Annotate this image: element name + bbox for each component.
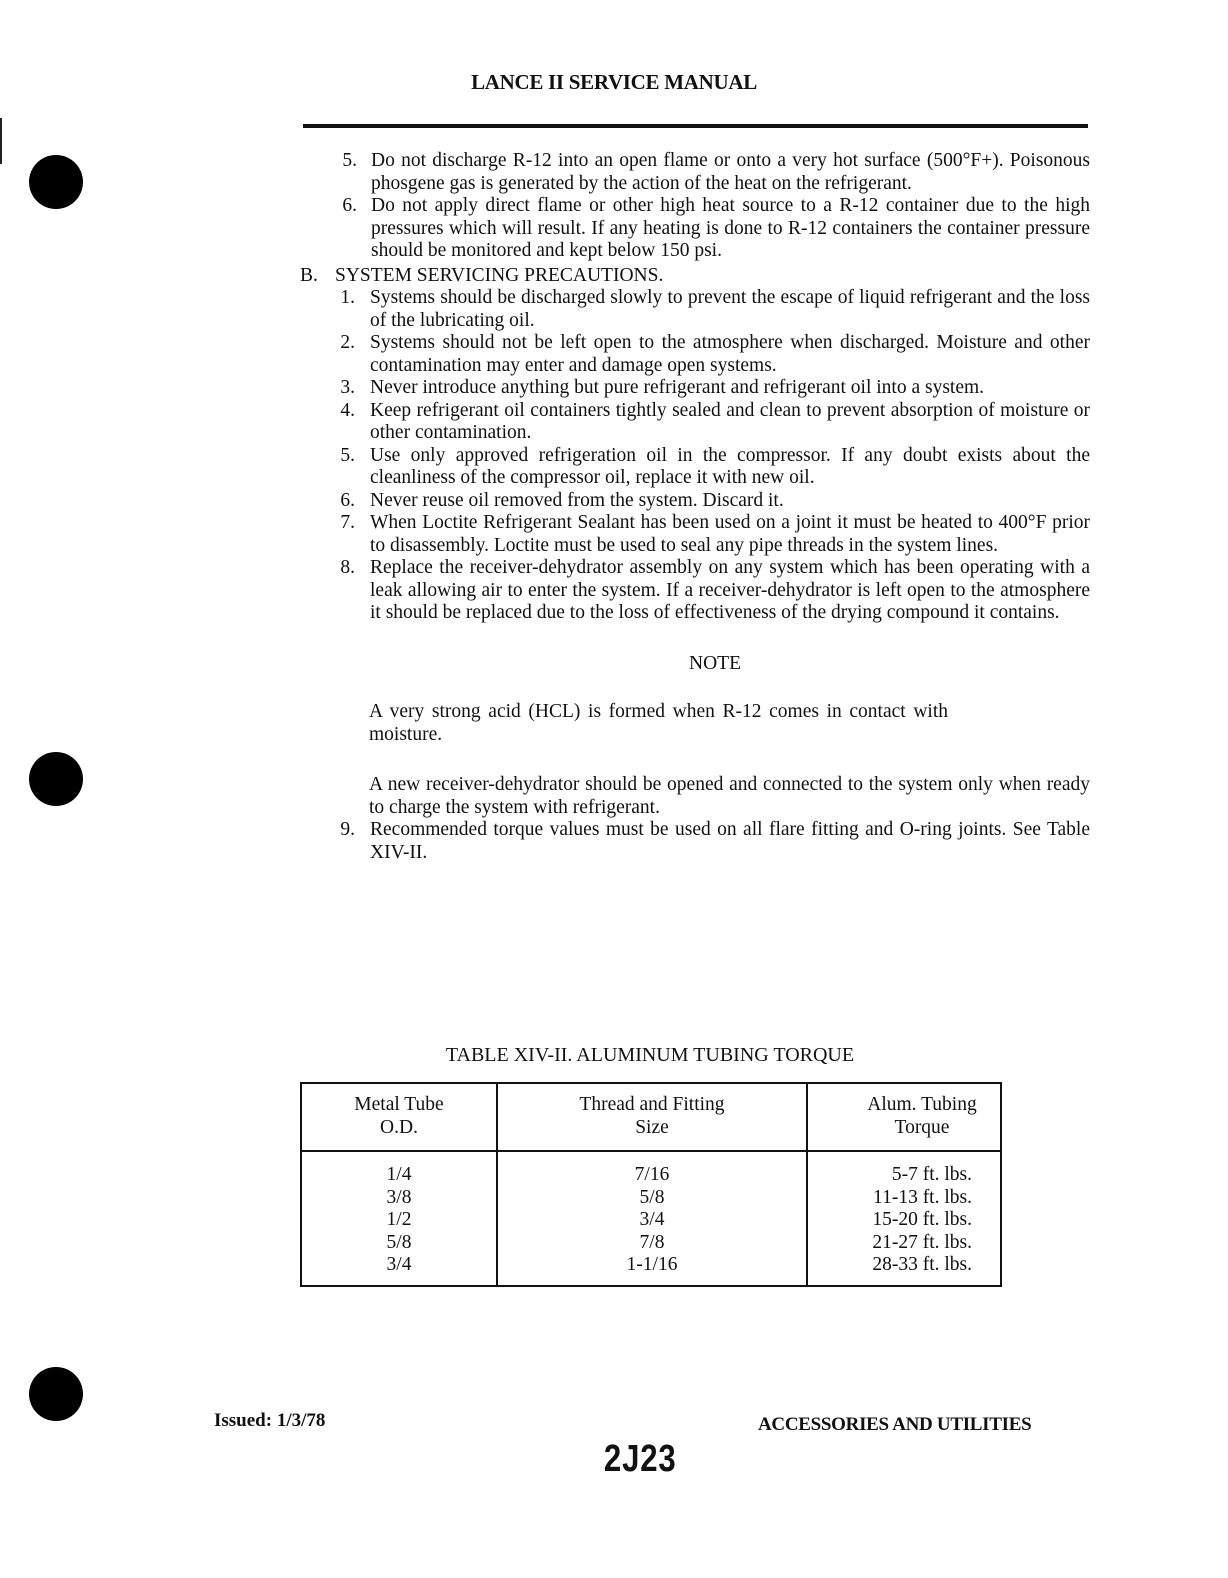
table-cell: 7/16: [634, 1164, 670, 1185]
item-number: 9.: [340, 819, 355, 840]
table-cell: 5/8: [639, 1186, 665, 1208]
list-item: [300, 150, 1090, 195]
binder-hole-bottom: [29, 1367, 83, 1421]
table-cell: 1-1/16: [626, 1254, 678, 1275]
table-cell: 5/8: [386, 1231, 412, 1253]
item-number: 6.: [340, 489, 355, 511]
body-text: [300, 150, 1090, 864]
header-line: O.D.: [380, 1116, 418, 1138]
list-item: [300, 445, 1090, 490]
list-item: [300, 287, 1090, 332]
list-item: [300, 195, 1090, 263]
header-line: Alum. Tubing: [867, 1094, 977, 1115]
binder-hole-middle: [29, 752, 83, 806]
table-cell: 1/4: [386, 1164, 412, 1185]
item-number: 7.: [340, 512, 355, 533]
column-header: [497, 1083, 807, 1151]
section-title: SYSTEM SERVICING PRECAUTIONS.: [335, 264, 664, 286]
note-heading: NOTE: [689, 652, 741, 674]
header-line: Size: [635, 1116, 669, 1138]
table-title: TABLE XIV-II. ALUMINUM TUBING TORQUE: [445, 1044, 855, 1066]
table-header-row: [301, 1083, 1001, 1151]
item-text: Never introduce anything but pure refrigerant and refrigerant oil into a system.: [370, 377, 985, 398]
binder-hole-top: [29, 155, 83, 209]
torque-column: [807, 1151, 1001, 1286]
item-number: 4.: [340, 399, 355, 421]
table-cell: 5-7 ft. lbs.: [891, 1164, 972, 1185]
item-text: Recommended torque values must be used on all flare fitting and O-ring joints. See Table XIV-II.: [370, 819, 1090, 863]
header-line: Metal Tube: [354, 1094, 444, 1115]
list-item: [300, 819, 1090, 864]
list-item: [300, 512, 1090, 557]
list-item: [300, 332, 1090, 377]
table-cell: 3/4: [639, 1209, 665, 1230]
item-number: 5.: [340, 444, 355, 466]
page-code: 2J23: [603, 1438, 677, 1480]
note-paragraph: A new receiver-dehydrator should be opened and connected to the system only when ready to charge the system with refrigerant.: [369, 774, 1090, 818]
section-letter: B.: [300, 264, 318, 286]
item-text: Keep refrigerant oil containers tightly sealed and clean to prevent absorption of moisture or other contamination.: [370, 399, 1090, 443]
item-text: Systems should not be left open to the atmosphere when discharged. Moisture and other contamination may enter and damage open systems.: [370, 332, 1090, 376]
header-rule: [303, 124, 1088, 128]
column-header: [301, 1083, 497, 1151]
od-column: [301, 1151, 497, 1286]
item-number: 8.: [340, 557, 355, 578]
item-number: 1.: [340, 287, 355, 308]
column-header: [807, 1083, 1001, 1151]
item-text: Replace the receiver-dehydrator assembly on any system which has been operating with a leak allowing air to enter the system. If a receiver-dehydrator is left open to the atmosphere it should be replaced due to the loss of effectiveness of the drying compound it contains.: [370, 557, 1090, 623]
scan-edge-mark: [0, 118, 2, 164]
issued-date: Issued: 1/3/78: [214, 1410, 326, 1431]
table-cell: 3/4: [386, 1254, 412, 1275]
table-cell: 1/2: [386, 1209, 412, 1230]
table-cell: 11-13 ft. lbs.: [873, 1186, 972, 1208]
torque-table: [300, 1082, 1002, 1287]
page-title: LANCE II SERVICE MANUAL: [471, 70, 757, 94]
list-item: [300, 557, 1090, 625]
list-item: [300, 490, 1090, 513]
item-text: When Loctite Refrigerant Sealant has been used on a joint it must be heated to 400°F prior to disassembly. Loctite must be used to seal any pipe threads in the system lines.: [370, 512, 1090, 556]
item-text: Do not discharge R-12 into an open flame or onto a very hot surface (500°F+). Poisonous phosgene gas is generated by the action of the heat on the refrigerant.: [371, 150, 1090, 194]
item-text: Never reuse oil removed from the system. Discard it.: [370, 489, 784, 511]
table-cell: 7/8: [639, 1231, 665, 1253]
item-text: Do not apply direct flame or other high heat source to a R-12 container due to the high pressures which will result. If any heating is done to R-12 containers the container pressure should be monitored and kept below 150 psi.: [371, 195, 1090, 261]
section-name: ACCESSORIES AND UTILITIES: [758, 1414, 1032, 1435]
thread-column: [497, 1151, 807, 1286]
item-text: Use only approved refrigeration oil in the compressor. If any doubt exists about the cleanliness of the compressor oil, replace it with new oil.: [370, 444, 1090, 488]
table-cell: 3/8: [386, 1186, 412, 1208]
note-paragraph: A very strong acid (HCL) is formed when R-12 comes in contact with moisture.: [369, 701, 948, 745]
item-number: 3.: [340, 377, 355, 398]
header-line: Thread and Fitting: [579, 1094, 725, 1115]
table-cell: 28-33 ft. lbs.: [872, 1254, 972, 1275]
list-item: [300, 377, 1090, 400]
header-line: Torque: [894, 1116, 950, 1138]
table-cell: 21-27 ft. lbs.: [872, 1231, 972, 1253]
table-cell: 15-20 ft. lbs.: [872, 1209, 972, 1230]
section-heading: [300, 265, 1090, 288]
item-number: 5.: [342, 150, 357, 171]
list-item: [300, 400, 1090, 445]
table-body-row: [301, 1151, 1001, 1286]
item-number: 6.: [342, 195, 357, 216]
item-number: 2.: [340, 332, 355, 353]
torque-values: [872, 1164, 996, 1277]
item-text: Systems should be discharged slowly to prevent the escape of liquid refrigerant and the loss of the lubricating oil.: [370, 287, 1090, 331]
